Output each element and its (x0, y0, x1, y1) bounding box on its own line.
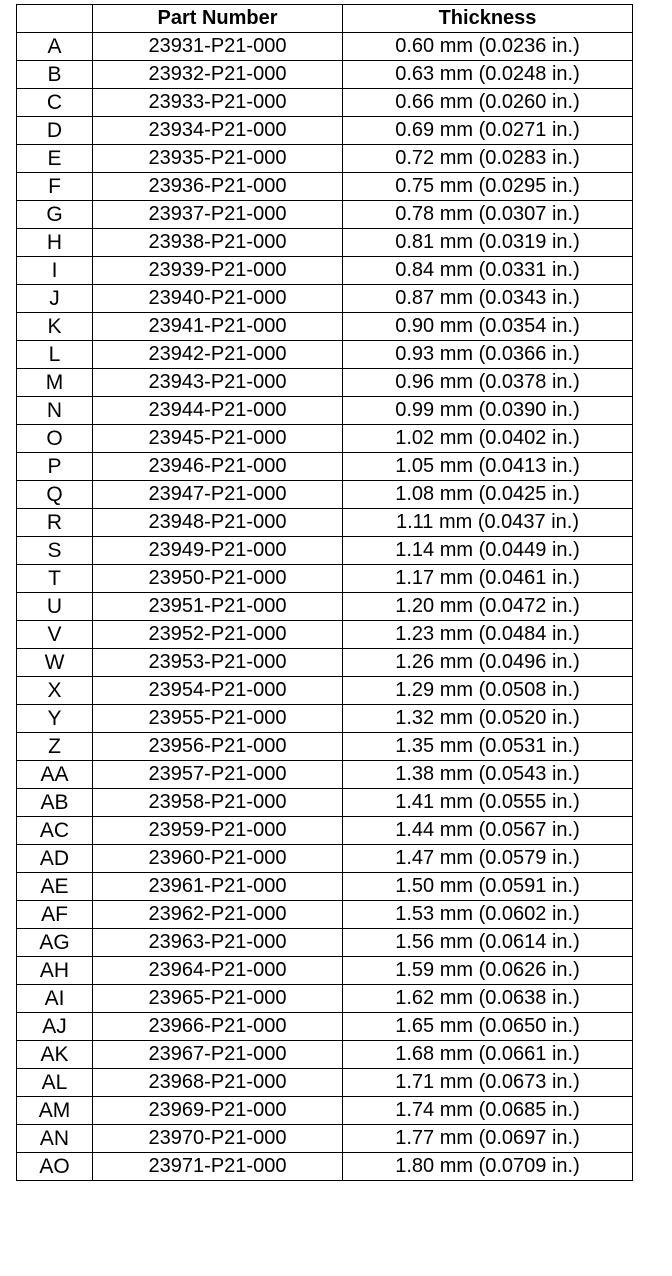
cell-part-number: 23963-P21-000 (93, 929, 343, 957)
cell-part-number: 23949-P21-000 (93, 537, 343, 565)
parts-table-container (16, 4, 633, 1181)
cell-thickness: 0.93 mm (0.0366 in.) (343, 341, 633, 369)
table-row (17, 1097, 633, 1125)
table-row (17, 201, 633, 229)
cell-part-number: 23942-P21-000 (93, 341, 343, 369)
cell-thickness: 1.05 mm (0.0413 in.) (343, 453, 633, 481)
cell-thickness: 0.90 mm (0.0354 in.) (343, 313, 633, 341)
cell-part-number: 23971-P21-000 (93, 1153, 343, 1181)
cell-letter: AB (17, 789, 93, 817)
table-row (17, 1041, 633, 1069)
cell-thickness: 1.35 mm (0.0531 in.) (343, 733, 633, 761)
cell-thickness: 0.84 mm (0.0331 in.) (343, 257, 633, 285)
table-row (17, 313, 633, 341)
cell-part-number: 23933-P21-000 (93, 89, 343, 117)
cell-thickness: 1.59 mm (0.0626 in.) (343, 957, 633, 985)
cell-letter: R (17, 509, 93, 537)
cell-letter: F (17, 173, 93, 201)
cell-part-number: 23969-P21-000 (93, 1097, 343, 1125)
table-row (17, 229, 633, 257)
table-row (17, 733, 633, 761)
column-header-part-number: Part Number (93, 5, 343, 33)
cell-letter: G (17, 201, 93, 229)
cell-part-number: 23960-P21-000 (93, 845, 343, 873)
column-header-thickness: Thickness (343, 5, 633, 33)
cell-part-number: 23945-P21-000 (93, 425, 343, 453)
cell-thickness: 1.26 mm (0.0496 in.) (343, 649, 633, 677)
cell-thickness: 1.02 mm (0.0402 in.) (343, 425, 633, 453)
cell-part-number: 23939-P21-000 (93, 257, 343, 285)
table-row (17, 89, 633, 117)
cell-part-number: 23962-P21-000 (93, 901, 343, 929)
cell-part-number: 23950-P21-000 (93, 565, 343, 593)
cell-letter: AH (17, 957, 93, 985)
cell-letter: H (17, 229, 93, 257)
cell-thickness: 1.20 mm (0.0472 in.) (343, 593, 633, 621)
cell-letter: AA (17, 761, 93, 789)
cell-letter: AL (17, 1069, 93, 1097)
cell-thickness: 1.65 mm (0.0650 in.) (343, 1013, 633, 1041)
table-row (17, 1153, 633, 1181)
cell-letter: B (17, 61, 93, 89)
cell-letter: I (17, 257, 93, 285)
table-row (17, 285, 633, 313)
cell-part-number: 23970-P21-000 (93, 1125, 343, 1153)
cell-part-number: 23956-P21-000 (93, 733, 343, 761)
cell-letter: P (17, 453, 93, 481)
table-row (17, 1069, 633, 1097)
cell-thickness: 1.56 mm (0.0614 in.) (343, 929, 633, 957)
table-row (17, 257, 633, 285)
cell-thickness: 1.77 mm (0.0697 in.) (343, 1125, 633, 1153)
cell-letter: AF (17, 901, 93, 929)
table-row (17, 845, 633, 873)
cell-thickness: 0.72 mm (0.0283 in.) (343, 145, 633, 173)
table-header-row (17, 5, 633, 33)
table-row (17, 481, 633, 509)
cell-part-number: 23961-P21-000 (93, 873, 343, 901)
cell-thickness: 1.41 mm (0.0555 in.) (343, 789, 633, 817)
cell-part-number: 23932-P21-000 (93, 61, 343, 89)
table-row (17, 369, 633, 397)
cell-part-number: 23959-P21-000 (93, 817, 343, 845)
table-row (17, 341, 633, 369)
cell-thickness: 0.69 mm (0.0271 in.) (343, 117, 633, 145)
table-row (17, 565, 633, 593)
cell-letter: AI (17, 985, 93, 1013)
cell-letter: AJ (17, 1013, 93, 1041)
cell-thickness: 1.71 mm (0.0673 in.) (343, 1069, 633, 1097)
cell-thickness: 1.29 mm (0.0508 in.) (343, 677, 633, 705)
cell-letter: AD (17, 845, 93, 873)
table-row (17, 117, 633, 145)
cell-letter: X (17, 677, 93, 705)
table-row (17, 173, 633, 201)
cell-thickness: 1.44 mm (0.0567 in.) (343, 817, 633, 845)
cell-part-number: 23965-P21-000 (93, 985, 343, 1013)
table-row (17, 453, 633, 481)
cell-thickness: 0.75 mm (0.0295 in.) (343, 173, 633, 201)
cell-letter: AK (17, 1041, 93, 1069)
cell-letter: L (17, 341, 93, 369)
table-row (17, 593, 633, 621)
cell-part-number: 23948-P21-000 (93, 509, 343, 537)
cell-thickness: 1.47 mm (0.0579 in.) (343, 845, 633, 873)
table-row (17, 33, 633, 61)
cell-letter: AE (17, 873, 93, 901)
cell-thickness: 1.23 mm (0.0484 in.) (343, 621, 633, 649)
cell-part-number: 23946-P21-000 (93, 453, 343, 481)
cell-thickness: 0.99 mm (0.0390 in.) (343, 397, 633, 425)
cell-part-number: 23937-P21-000 (93, 201, 343, 229)
cell-thickness: 1.80 mm (0.0709 in.) (343, 1153, 633, 1181)
cell-part-number: 23940-P21-000 (93, 285, 343, 313)
cell-thickness: 0.87 mm (0.0343 in.) (343, 285, 633, 313)
cell-thickness: 1.38 mm (0.0543 in.) (343, 761, 633, 789)
cell-letter: D (17, 117, 93, 145)
cell-part-number: 23947-P21-000 (93, 481, 343, 509)
cell-thickness: 0.63 mm (0.0248 in.) (343, 61, 633, 89)
cell-part-number: 23966-P21-000 (93, 1013, 343, 1041)
cell-thickness: 1.08 mm (0.0425 in.) (343, 481, 633, 509)
cell-thickness: 1.74 mm (0.0685 in.) (343, 1097, 633, 1125)
cell-letter: Y (17, 705, 93, 733)
cell-part-number: 23964-P21-000 (93, 957, 343, 985)
table-row (17, 537, 633, 565)
cell-letter: U (17, 593, 93, 621)
cell-thickness: 1.53 mm (0.0602 in.) (343, 901, 633, 929)
cell-letter: W (17, 649, 93, 677)
shim-parts-table (16, 4, 633, 1181)
table-row (17, 929, 633, 957)
cell-part-number: 23934-P21-000 (93, 117, 343, 145)
cell-letter: V (17, 621, 93, 649)
table-row (17, 621, 633, 649)
cell-part-number: 23943-P21-000 (93, 369, 343, 397)
cell-thickness: 1.62 mm (0.0638 in.) (343, 985, 633, 1013)
cell-letter: C (17, 89, 93, 117)
cell-letter: Z (17, 733, 93, 761)
cell-thickness: 1.50 mm (0.0591 in.) (343, 873, 633, 901)
table-row (17, 649, 633, 677)
cell-thickness: 0.66 mm (0.0260 in.) (343, 89, 633, 117)
table-body (17, 33, 633, 1181)
table-row (17, 1125, 633, 1153)
column-header-letter (17, 5, 93, 33)
cell-letter: AC (17, 817, 93, 845)
cell-letter: K (17, 313, 93, 341)
cell-letter: AN (17, 1125, 93, 1153)
table-row (17, 761, 633, 789)
table-row (17, 817, 633, 845)
cell-part-number: 23941-P21-000 (93, 313, 343, 341)
table-row (17, 61, 633, 89)
cell-thickness: 1.11 mm (0.0437 in.) (343, 509, 633, 537)
table-row (17, 985, 633, 1013)
cell-part-number: 23951-P21-000 (93, 593, 343, 621)
table-row (17, 397, 633, 425)
cell-part-number: 23955-P21-000 (93, 705, 343, 733)
cell-letter: AM (17, 1097, 93, 1125)
table-row (17, 957, 633, 985)
cell-letter: O (17, 425, 93, 453)
cell-letter: E (17, 145, 93, 173)
cell-part-number: 23935-P21-000 (93, 145, 343, 173)
cell-letter: T (17, 565, 93, 593)
cell-part-number: 23931-P21-000 (93, 33, 343, 61)
cell-thickness: 1.17 mm (0.0461 in.) (343, 565, 633, 593)
table-row (17, 705, 633, 733)
cell-thickness: 1.68 mm (0.0661 in.) (343, 1041, 633, 1069)
cell-part-number: 23944-P21-000 (93, 397, 343, 425)
cell-part-number: 23953-P21-000 (93, 649, 343, 677)
cell-thickness: 1.32 mm (0.0520 in.) (343, 705, 633, 733)
cell-part-number: 23936-P21-000 (93, 173, 343, 201)
table-row (17, 901, 633, 929)
table-row (17, 677, 633, 705)
cell-letter: J (17, 285, 93, 313)
cell-letter: A (17, 33, 93, 61)
cell-thickness: 0.60 mm (0.0236 in.) (343, 33, 633, 61)
cell-part-number: 23957-P21-000 (93, 761, 343, 789)
cell-letter: N (17, 397, 93, 425)
cell-part-number: 23958-P21-000 (93, 789, 343, 817)
cell-thickness: 1.14 mm (0.0449 in.) (343, 537, 633, 565)
cell-letter: Q (17, 481, 93, 509)
cell-letter: S (17, 537, 93, 565)
table-row (17, 873, 633, 901)
table-row (17, 145, 633, 173)
cell-part-number: 23952-P21-000 (93, 621, 343, 649)
cell-part-number: 23967-P21-000 (93, 1041, 343, 1069)
cell-part-number: 23954-P21-000 (93, 677, 343, 705)
table-row (17, 425, 633, 453)
cell-thickness: 0.96 mm (0.0378 in.) (343, 369, 633, 397)
cell-part-number: 23938-P21-000 (93, 229, 343, 257)
cell-letter: M (17, 369, 93, 397)
table-row (17, 509, 633, 537)
table-row (17, 789, 633, 817)
cell-thickness: 0.78 mm (0.0307 in.) (343, 201, 633, 229)
cell-thickness: 0.81 mm (0.0319 in.) (343, 229, 633, 257)
cell-letter: AO (17, 1153, 93, 1181)
cell-part-number: 23968-P21-000 (93, 1069, 343, 1097)
cell-letter: AG (17, 929, 93, 957)
table-row (17, 1013, 633, 1041)
